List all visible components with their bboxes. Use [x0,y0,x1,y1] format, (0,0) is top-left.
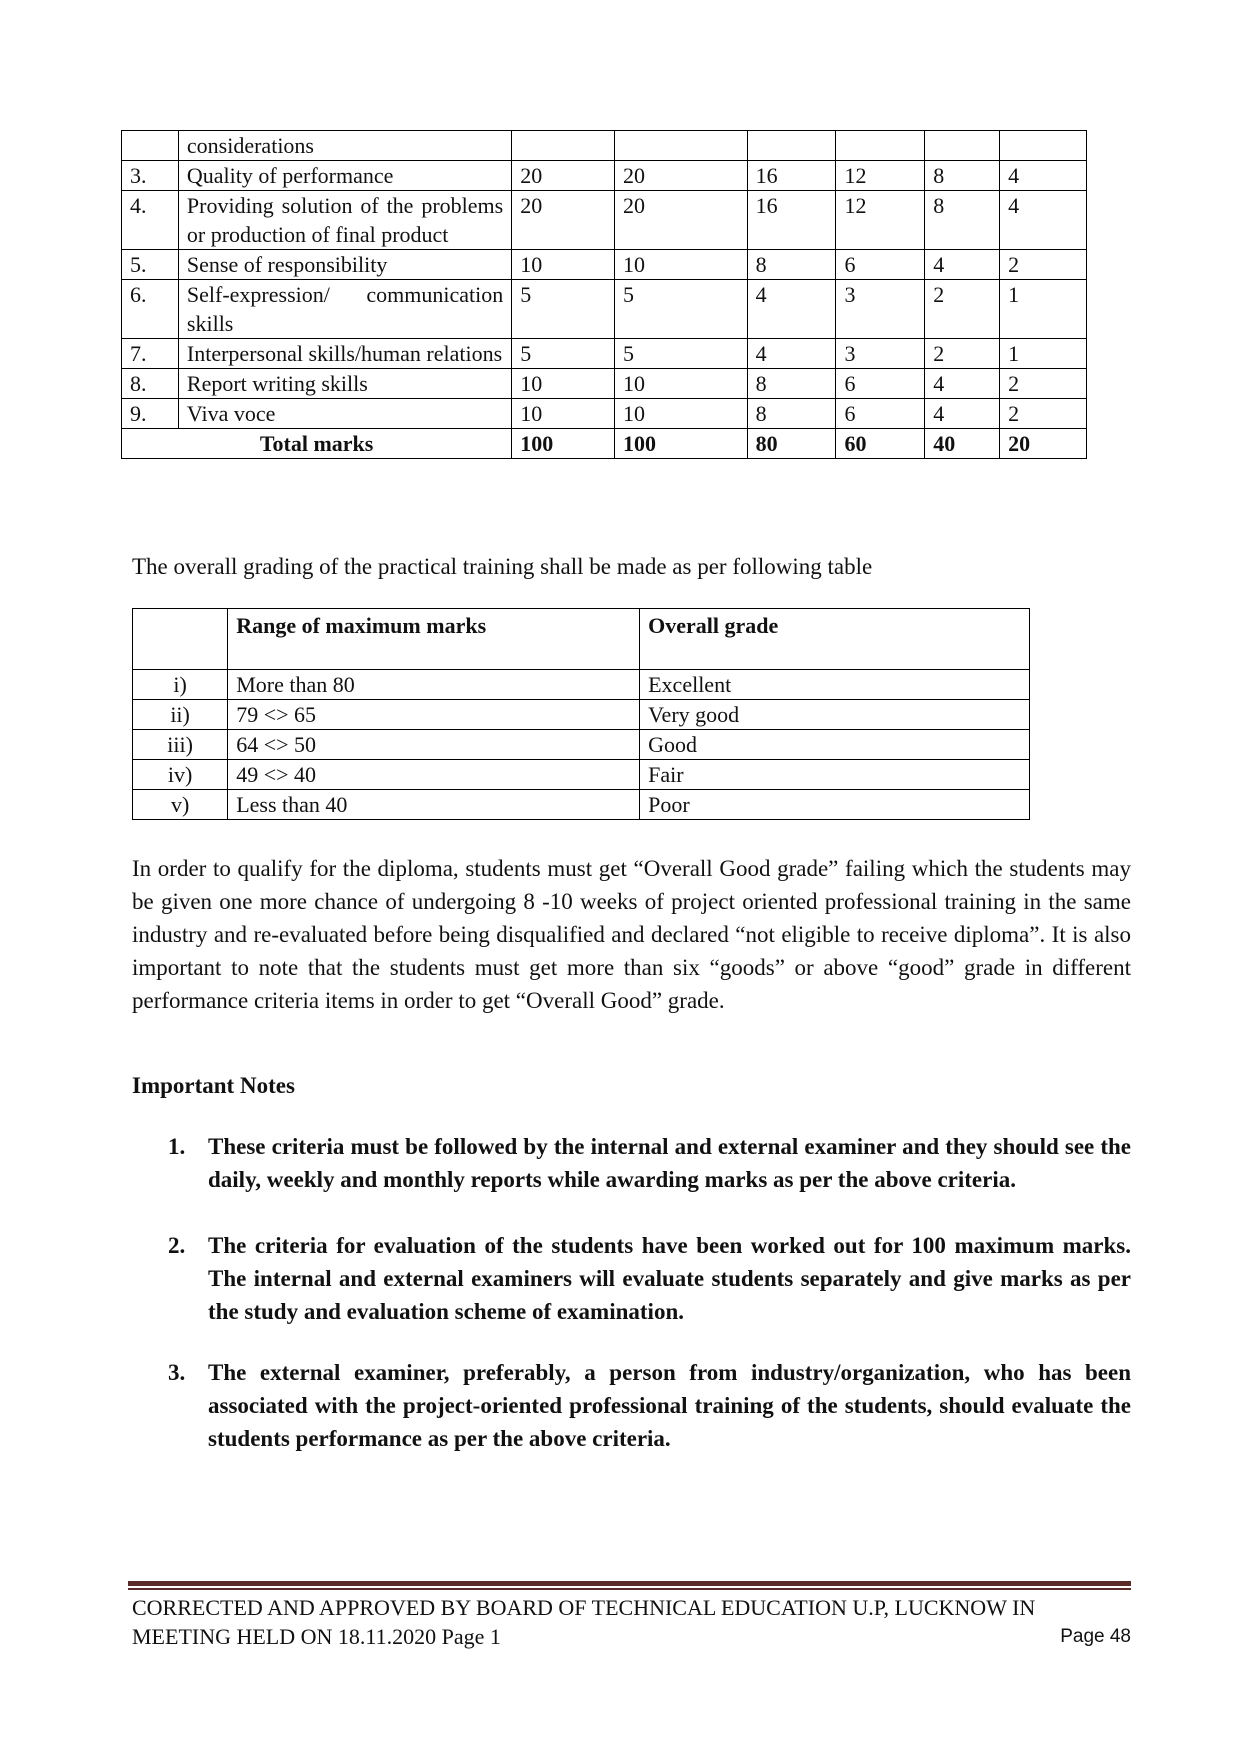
table-row [122,280,1087,339]
grading-intro: The overall grading of the practical training shall be made as per following table [132,554,873,579]
marks-cell: 5 [615,280,748,339]
marks-cell: 6 [836,399,925,429]
total-row [122,429,1087,459]
table-row [122,250,1087,280]
grade-row-range: Less than 40 [228,790,640,820]
note-text: The criteria for evaluation of the students have been worked out for 100 maximum marks. The internal and external examiners will evaluate students separately and give marks as per the study and evaluation scheme of examination. [208,1233,1131,1324]
criterion-number: 5. [122,250,179,280]
footer-divider-thick [128,1581,1131,1586]
marks-cell: 2 [925,280,1000,339]
note-item [168,1130,1131,1196]
page-number: Page 48 [1060,1626,1131,1647]
important-notes-heading: Important Notes [132,1073,295,1098]
marks-cell: 10 [615,369,748,399]
marks-cell: 10 [512,399,615,429]
note-item [168,1229,1131,1328]
table-row [133,700,1030,730]
grade-row-range: 79 <> 65 [228,700,640,730]
grade-row-num: ii) [133,700,228,730]
criterion-label: Interpersonal skills/human relations [178,339,511,369]
qualification-paragraph: In order to qualify for the diploma, students must get “Overall Good grade” failing which the students may be given one more chance of undergoing 8 -10 weeks of project oriented professional training in the same industry and re-evaluated before being disqualified and declared “not eligible to receive diploma”. It is also important to note that the students must get more than six “goods” or above “good” grade in different performance criteria items in order to get “Overall Good” grade. [132,856,1131,1013]
grade-row-grade: Excellent [640,670,1030,700]
table-row [122,191,1087,250]
criterion-number: 6. [122,280,179,339]
marks-cell: 8 [747,250,836,280]
marks-cell: 10 [615,399,748,429]
criterion-number: 9. [122,399,179,429]
marks-cell: 8 [925,191,1000,250]
footer-line-1: CORRECTED AND APPROVED BY BOARD OF TECHNICAL EDUCATION U.P, LUCKNOW IN [132,1595,1036,1620]
marks-cell: 8 [925,161,1000,191]
table-row [122,161,1087,191]
note-text: The external examiner, preferably, a person from industry/organization, who has been associated with the project-oriented professional training of the students, should evaluate the students performance as per the above criteria. [208,1360,1131,1451]
marks-cell: 20 [512,191,615,250]
grade-row-num: iii) [133,730,228,760]
marks-cell [836,131,925,161]
total-marks-cell: 100 [615,429,748,459]
grade-row-num: v) [133,790,228,820]
table-row [133,790,1030,820]
grading-header-row [133,609,1030,670]
marks-cell: 12 [836,191,925,250]
criterion-number: 3. [122,161,179,191]
total-marks-cell: 20 [1000,429,1087,459]
table-row [133,760,1030,790]
marks-cell [747,131,836,161]
page-footer [132,1593,1131,1651]
grade-row-grade: Fair [640,760,1030,790]
marks-cell: 4 [1000,191,1087,250]
note-item [168,1356,1131,1455]
marks-cell: 1 [1000,280,1087,339]
marks-cell: 4 [747,339,836,369]
table-row [133,730,1030,760]
note-text: These criteria must be followed by the internal and external examiner and they should see the daily, weekly and monthly reports while awarding marks as per the above criteria. [208,1134,1131,1192]
marks-cell: 20 [615,191,748,250]
total-marks-cell: 100 [512,429,615,459]
marks-cell: 6 [836,250,925,280]
criterion-label: Sense of responsibility [178,250,511,280]
marks-cell: 1 [1000,339,1087,369]
note-number: 2. [168,1233,186,1258]
grade-row-range: More than 80 [228,670,640,700]
grading-header-num [133,609,228,670]
total-marks-cell: 80 [747,429,836,459]
criterion-label: Self-expression/ communication skills [178,280,511,339]
grade-row-range: 49 <> 40 [228,760,640,790]
criteria-marks-table [121,130,1087,459]
table-row [133,670,1030,700]
marks-cell: 5 [512,280,615,339]
marks-cell: 4 [925,399,1000,429]
criterion-number: 7. [122,339,179,369]
grading-table [132,608,1030,820]
marks-cell: 8 [747,399,836,429]
marks-cell: 20 [615,161,748,191]
marks-cell: 12 [836,161,925,191]
marks-cell [925,131,1000,161]
marks-cell: 16 [747,161,836,191]
criterion-number [122,131,179,161]
grade-row-grade: Very good [640,700,1030,730]
grade-row-num: i) [133,670,228,700]
marks-cell: 5 [615,339,748,369]
marks-cell: 10 [512,369,615,399]
criterion-number: 8. [122,369,179,399]
criterion-label: Providing solution of the problems or production of final product [178,191,511,250]
table-row [122,369,1087,399]
marks-cell: 5 [512,339,615,369]
marks-cell [615,131,748,161]
footer-line-2: MEETING HELD ON 18.11.2020 Page 1 [132,1624,501,1649]
footer-divider-thin [128,1588,1131,1590]
grading-header-grade: Overall grade [640,609,1030,670]
total-marks-cell: 60 [836,429,925,459]
criterion-label: Quality of performance [178,161,511,191]
marks-cell: 4 [1000,161,1087,191]
marks-cell: 4 [925,369,1000,399]
criterion-label: Report writing skills [178,369,511,399]
grade-row-grade: Poor [640,790,1030,820]
marks-cell: 8 [747,369,836,399]
marks-cell: 3 [836,280,925,339]
grade-row-num: iv) [133,760,228,790]
marks-cell: 2 [1000,399,1087,429]
marks-cell: 4 [925,250,1000,280]
table-row [122,131,1087,161]
total-marks-label: Total marks [122,429,512,459]
grade-row-grade: Good [640,730,1030,760]
marks-cell: 10 [615,250,748,280]
grade-row-range: 64 <> 50 [228,730,640,760]
criterion-label: considerations [178,131,511,161]
table-row [122,399,1087,429]
marks-cell: 2 [1000,250,1087,280]
marks-cell: 20 [512,161,615,191]
marks-cell: 2 [1000,369,1087,399]
marks-cell: 10 [512,250,615,280]
criterion-number: 4. [122,191,179,250]
table-row [122,339,1087,369]
marks-cell: 6 [836,369,925,399]
total-marks-cell: 40 [925,429,1000,459]
marks-cell: 3 [836,339,925,369]
marks-cell [1000,131,1087,161]
marks-cell [512,131,615,161]
marks-cell: 16 [747,191,836,250]
marks-cell: 4 [747,280,836,339]
criterion-label: Viva voce [178,399,511,429]
marks-cell: 2 [925,339,1000,369]
note-number: 3. [168,1360,186,1385]
important-notes-list [168,1130,1131,1455]
grading-header-range: Range of maximum marks [228,609,640,670]
note-number: 1. [168,1134,186,1159]
